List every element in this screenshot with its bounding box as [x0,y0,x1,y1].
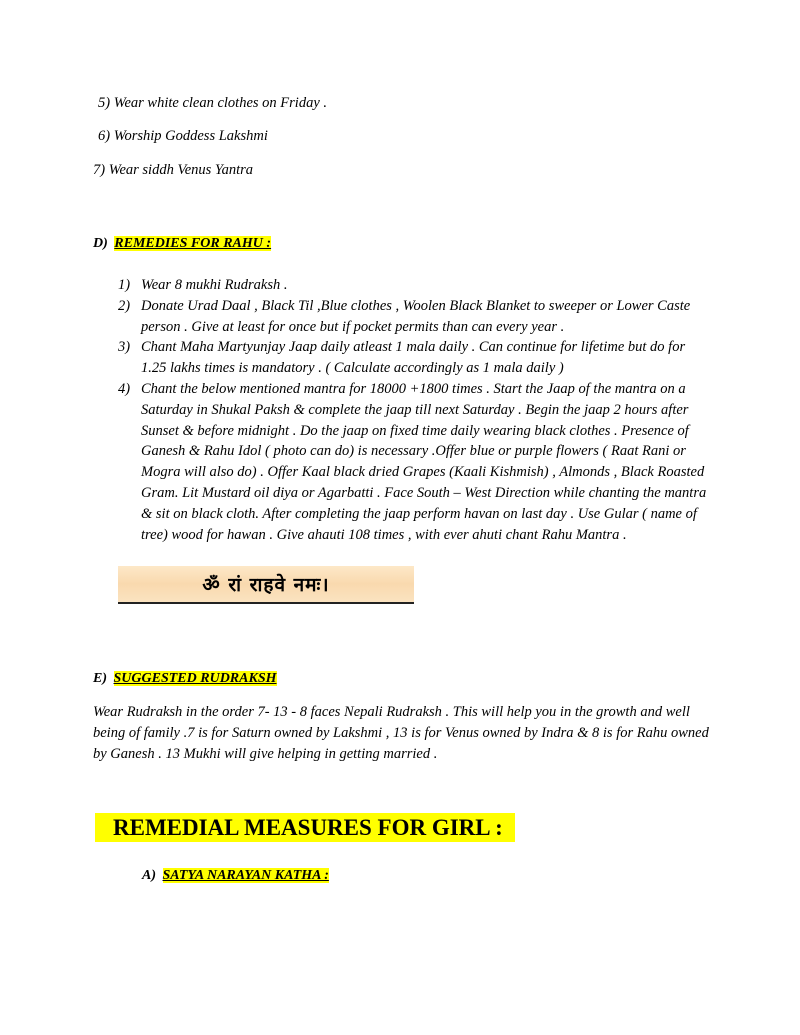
venus-item-5: 5) Wear white clean clothes on Friday . [98,95,328,111]
list-item-number: 4) [118,380,131,397]
katha-heading-title: SATYA NARAYAN KATHA : [162,868,329,883]
list-item [93,275,713,296]
rahu-remedies-list [93,275,713,545]
list-item [93,296,713,338]
rahu-mantra-text: ॐ रां राहवे नमः। [202,574,330,596]
rahu-heading-title: REMEDIES FOR RAHU : [114,236,272,251]
list-item-number: 2) [118,297,131,314]
rahu-mantra-image [118,566,414,604]
venus-item-6: 6) Worship Goddess Lakshmi [98,128,268,144]
venus-item-7: 7) Wear siddh Venus Yantra [93,162,254,178]
rudraksh-heading-letter: E) [93,671,107,686]
list-item-text: Wear 8 mukhi Rudraksh . [141,277,288,293]
list-item [93,379,713,545]
list-item-number: 3) [118,339,131,356]
katha-heading-letter: A) [142,868,156,883]
girl-remedies-heading: REMEDIAL MEASURES FOR GIRL : [95,813,515,842]
list-item [93,337,713,379]
rahu-heading-letter: D) [93,236,108,251]
list-item-text: Donate Urad Daal , Black Til ,Blue clothes , Woolen Black Blanket to sweeper or Lower Caste person . Give at least for once but if pocket permits than can every year . [141,297,691,335]
list-item-number: 1) [118,277,131,293]
rudraksh-heading-title: SUGGESTED RUDRAKSH [113,671,277,686]
list-item-text: Chant Maha Martyunjay Jaap daily atleast 1 mala daily . Can continue for lifetime but do for 1.25 lakhs times is mandatory . ( Calculate accordingly as 1 mala daily ) [141,339,686,377]
rahu-heading [93,236,271,252]
katha-heading [142,868,329,884]
list-item-text: Chant the below mentioned mantra for 18000 +1800 times . Start the Jaap of the mantra on a Saturday in Shukal Paksh & complete the jaap till next Saturday . Begin the jaap 2 hours after Sunset & before midnight . Do the jaap on fixed time daily wearing black clothes . Presence of Ganesh & Rahu Idol ( photo can do) is necessary .Offer blue or purple flowers ( Raat Rani or Mogra will also do) . Offer Kaal black dried Grapes (Kaali Kishmish) , Almonds , Black Roasted Gram. Lit Mustard oil diya or Agarbatti . Face South – West Direction while chanting the mantra & sit on black cloth. After completing the jaap perform havan on last day . Use Gular ( name of tree) wood for hawan . Give ahauti 108 times , with ever ahuti chant Rahu Mantra . [141,380,707,543]
rudraksh-paragraph: Wear Rudraksh in the order 7- 13 - 8 faces Nepali Rudraksh . This will help you in the growth and well being of family .7 is for Saturn owned by Lakshmi , 13 is for Venus owned by Indra & 8 is for Rahu owned by Ganesh . 13 Mukhi will give helping in getting married . [93,704,709,762]
rudraksh-heading [93,671,277,687]
